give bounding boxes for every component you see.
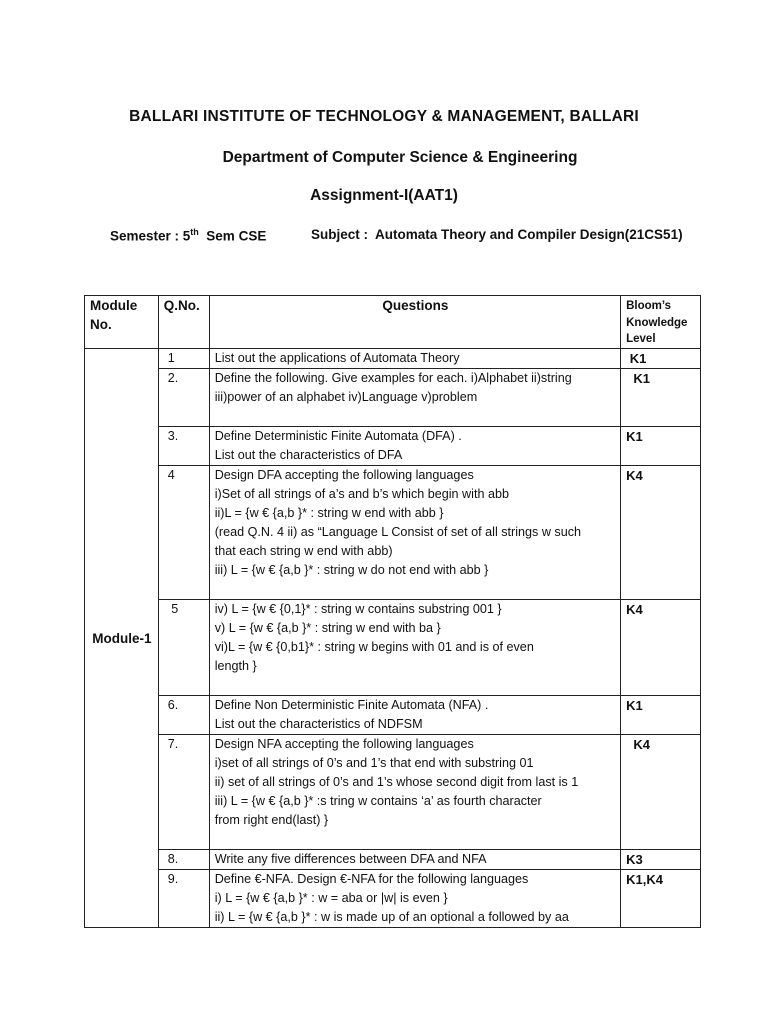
question-cell: [209, 850, 620, 870]
question-line: i) L = {w € {a,b }* : w = aba or |w| is even }: [214, 891, 448, 905]
qno-cell: 6.: [158, 696, 209, 735]
question-line: List out the characteristics of DFA: [214, 448, 403, 462]
bloom-level-cell: K4: [621, 466, 701, 600]
question-line: [215, 830, 616, 849]
module-header-line-2: No.: [90, 317, 112, 332]
question-line: [215, 407, 616, 426]
bloom-header-line-2: Knowledge: [626, 316, 688, 329]
question-cell: [209, 427, 620, 466]
semester-superscript: th: [190, 227, 199, 237]
bloom-level-cell: K1: [621, 349, 701, 369]
questions-header: Questions: [209, 296, 620, 349]
qno-cell: 9.: [158, 870, 209, 928]
qno-cell: 8.: [158, 850, 209, 870]
qno-cell: 3.: [158, 427, 209, 466]
question-line: length }: [214, 659, 257, 673]
question-line: i)set of all strings of 0’s and 1’s that end with substring 01: [214, 756, 534, 770]
question-line: Define the following. Give examples for each. i)Alphabet ii)string: [214, 371, 572, 385]
question-line: iii) L = {w € {a,b }* : string w do not end with abb }: [214, 563, 489, 577]
table-row: [85, 369, 701, 427]
bloom-level-cell: K4: [621, 735, 701, 850]
semester-prefix: Semester : 5: [110, 228, 191, 244]
table-row: [85, 696, 701, 735]
question-line: iii)power of an alphabet iv)Language v)problem: [214, 390, 478, 404]
question-line: ii)L = {w € {a,b }* : string w end with abb }: [214, 506, 444, 520]
bloom-level-cell: K4: [621, 600, 701, 696]
bloom-level-cell: K3: [621, 850, 701, 870]
bloom-level-cell: K1: [621, 369, 701, 427]
table-header-row: [85, 296, 701, 349]
question-cell: [209, 696, 620, 735]
qno-cell: 1: [158, 349, 209, 369]
module-header-line-1: Module: [90, 298, 138, 313]
table-row: [85, 735, 701, 850]
bloom-header-line-3: Level: [626, 333, 656, 345]
question-cell: [209, 870, 620, 928]
question-cell: [209, 735, 620, 850]
bloom-level-cell: K1: [621, 696, 701, 735]
question-line: Design NFA accepting the following languages: [214, 737, 474, 751]
question-cell: [209, 369, 620, 427]
question-line: List out the applications of Automata Theory: [214, 351, 460, 365]
question-line: Define €-NFA. Design €-NFA for the following languages: [214, 872, 529, 886]
bloom-level-header: [621, 296, 701, 349]
question-line: [215, 676, 616, 695]
question-line: (read Q.N. 4 ii) as “Language L Consist of set of all strings w such: [214, 525, 582, 539]
subject-label: Subject : Automata Theory and Compiler Design(21CS51): [311, 227, 683, 242]
table-row: [85, 850, 701, 870]
bloom-header-line-1: Bloom’s: [626, 300, 672, 312]
question-line: from right end(last) }: [214, 813, 329, 827]
question-line: i)Set of all strings of a’s and b’s which begin with abb: [214, 487, 509, 501]
question-cell: [209, 600, 620, 696]
table-row: [85, 870, 701, 928]
question-line: iv) L = {w € {0,1}* : string w contains substring 001 }: [214, 602, 502, 616]
department-title: Department of Computer Science & Engineering: [222, 149, 578, 166]
institute-title: BALLARI INSTITUTE OF TECHNOLOGY & MANAGEMENT, BALLARI: [129, 108, 639, 125]
question-line: iii) L = {w € {a,b }* :s tring w contains ‘a’ as fourth character: [214, 794, 542, 808]
question-line: Define Deterministic Finite Automata (DFA) .: [214, 429, 462, 443]
question-line: vi)L = {w € {0,b1}* : string w begins with 01 and is of even: [214, 640, 534, 654]
question-line: Design DFA accepting the following languages: [214, 468, 474, 482]
bloom-level-cell: K1: [621, 427, 701, 466]
qno-cell: 4: [158, 466, 209, 600]
module-cell: Module-1: [85, 349, 159, 928]
question-cell: [209, 466, 620, 600]
question-line: that each string w end with abb): [214, 544, 393, 558]
table-row: [85, 427, 701, 466]
table-row: [85, 600, 701, 696]
question-cell: [209, 349, 620, 369]
semester-label: [110, 227, 266, 244]
assignment-title: Assignment-I(AAT1): [310, 187, 458, 204]
question-line: Define Non Deterministic Finite Automata (NFA) .: [214, 698, 489, 712]
question-line: v) L = {w € {a,b }* : string w end with ba }: [214, 621, 441, 635]
qno-cell: 5: [158, 600, 209, 696]
table-row: [85, 349, 701, 369]
question-line: [215, 580, 616, 599]
module-header: [85, 296, 159, 349]
question-line: ii) set of all strings of 0’s and 1’s whose second digit from last is 1: [214, 775, 579, 789]
question-line: ii) L = {w € {a,b }* : w is made up of an optional a followed by aa: [214, 910, 569, 924]
semester-suffix: Sem CSE: [198, 228, 267, 244]
question-line: Write any five differences between DFA and NFA: [214, 852, 487, 866]
question-line: List out the characteristics of NDFSM: [214, 717, 423, 731]
qno-header: Q.No.: [158, 296, 209, 349]
bloom-level-cell: K1,K4: [621, 870, 701, 928]
qno-cell: 7.: [158, 735, 209, 850]
table-row: [85, 466, 701, 600]
questions-table: [84, 295, 701, 928]
qno-cell: 2.: [158, 369, 209, 427]
